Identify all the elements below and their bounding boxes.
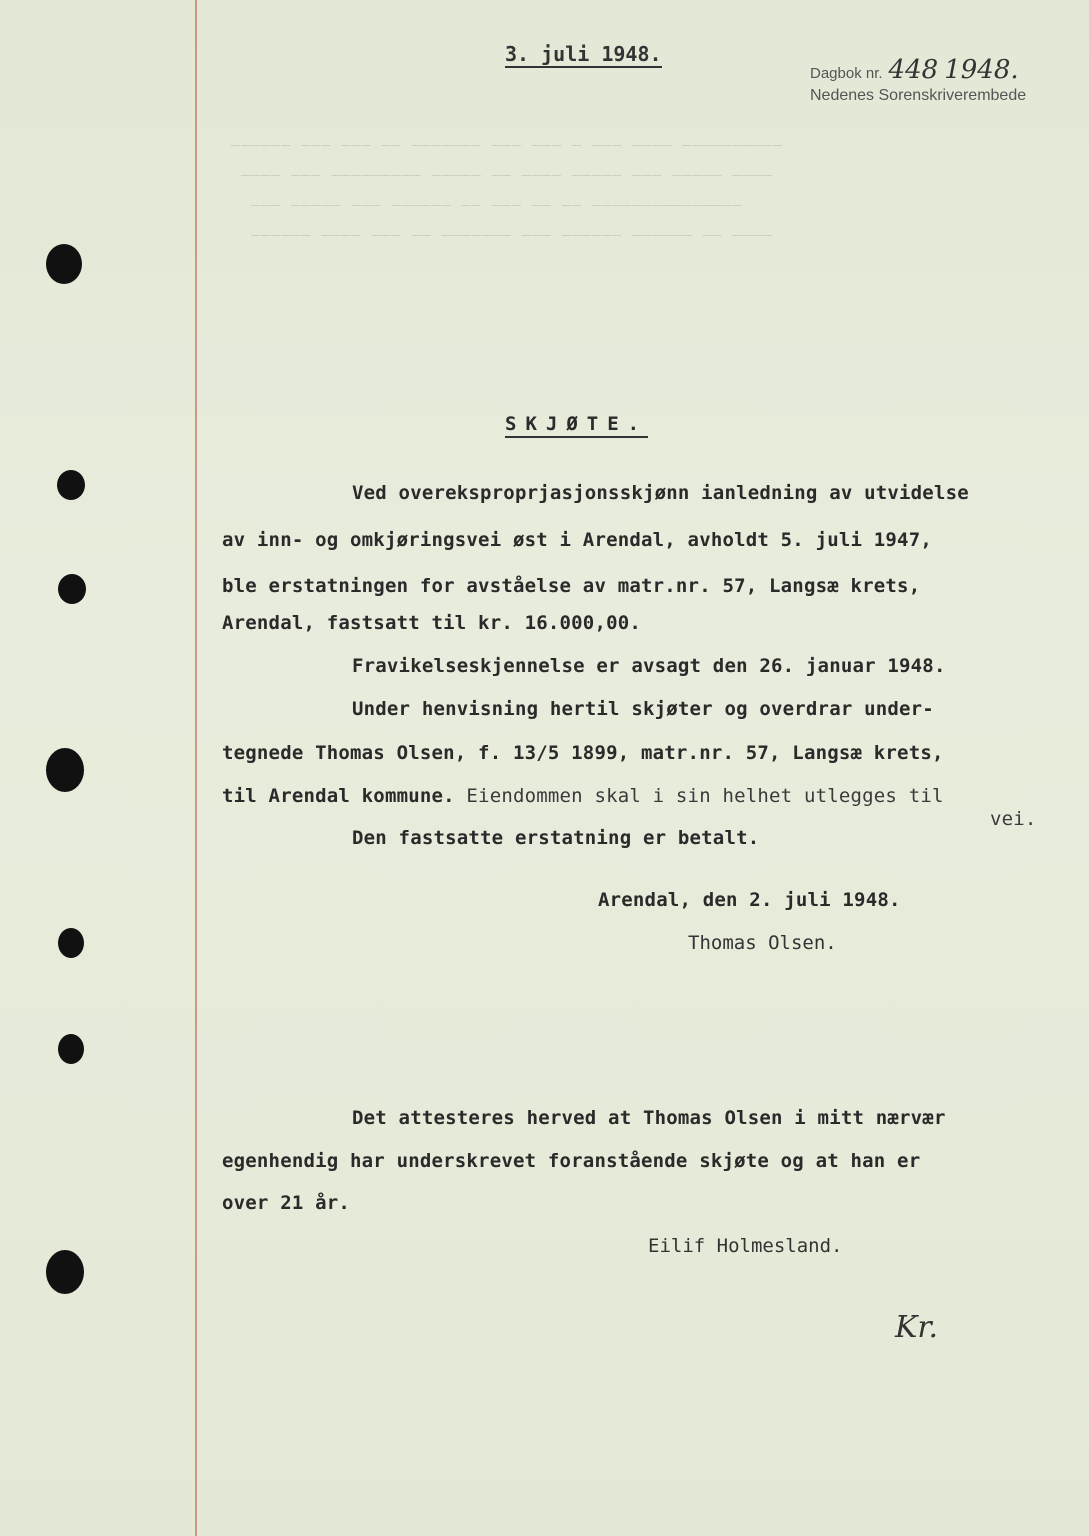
body-line: Den fastsatte erstatning er betalt. [352,827,760,849]
bleed-through: ____ _____ ___ _____ ____ __ _____ _________ ___ ____ [240,158,772,176]
body-line: Arendal, fastsatt til kr. 16.000,00. [222,612,642,634]
attestation-line: over 21 år. [222,1192,351,1214]
binder-hole [46,244,82,284]
bleed-through: _______________ __ __ ___ __ ______ ___ _____ ___ [250,188,742,206]
attestation-line: egenhendig har underskrevet foranstående skjøte og at han er [222,1150,921,1172]
seller-signature: Thomas Olsen. [688,932,837,954]
document-title: SKJØTE. [505,412,648,438]
binder-hole [58,574,86,604]
body-line: ble erstatningen for avståelse av matr.nr. 57, Langsæ krets, [222,575,921,597]
bleed-through: __________ ____ ___ _ ___ ___ _______ __ ___ ___ ______ [230,128,782,146]
body-line: av inn- og omkjøringsvei øst i Arendal, avholdt 5. juli 1947, [222,529,932,551]
place-date: Arendal, den 2. juli 1948. [598,889,901,911]
body-line-continuation: vei. [990,808,1037,830]
stamp-year: 1948. [944,55,1019,85]
binder-hole [58,1034,84,1064]
body-line: Under henvisning hertil skjøter og overdrar under- [352,698,934,720]
body-line: Ved overeksproprjasjonsskjønn ianledning av utvidelse [352,482,969,504]
attestation-line: Det attesteres herved at Thomas Olsen i mitt nærvær [352,1107,946,1129]
stamp-number: 448 [888,55,939,85]
binder-hole [58,928,84,958]
body-line: tegnede Thomas Olsen, f. 13/5 1899, matr.nr. 57, Langsæ krets, [222,742,944,764]
document-date: 3. juli 1948. [505,42,662,66]
body-line-typed: Eiendommen skal i sin helhet utlegges til [466,785,944,807]
body-line-bold: til Arendal kommune. [222,785,455,807]
handwritten-initials: Kr. [895,1310,938,1345]
margin-line [195,0,197,1536]
binder-hole [46,1250,84,1294]
witness-signature: Eilif Holmesland. [648,1235,843,1257]
stamp-label: Dagbok nr. [810,65,883,82]
bleed-through: ____ __ ______ ______ ___ _______ __ ___ ____ ______ [250,218,772,236]
body-line: Fravikelseskjennelse er avsagt den 26. januar 1948. [352,655,946,677]
body-line [222,785,944,807]
stamp-office: Nedenes Sorenskriverembede [810,87,1027,104]
registry-stamp [810,55,1080,105]
binder-hole [57,470,85,500]
binder-hole [46,748,84,792]
